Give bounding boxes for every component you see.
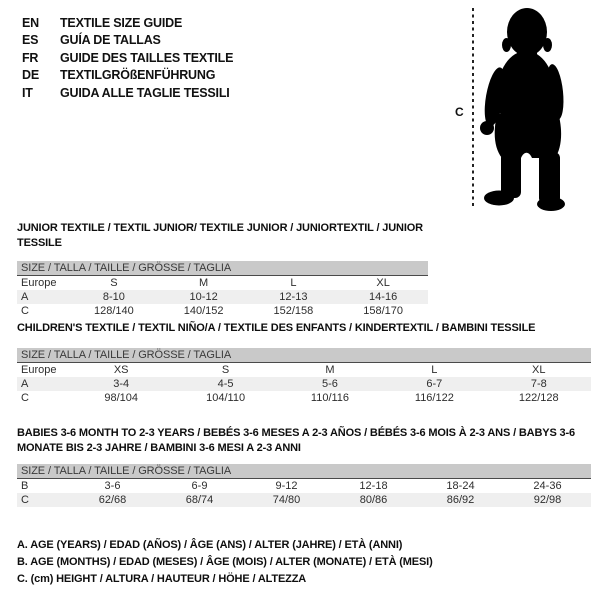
lang-line-es	[22, 32, 233, 49]
cell: L	[290, 277, 297, 289]
babies-textile-section	[17, 426, 591, 507]
cell: 116/122	[414, 392, 454, 404]
cell: 5-6	[322, 378, 338, 390]
language-header	[22, 15, 233, 102]
cell: 24-36	[533, 480, 562, 492]
table-row	[17, 391, 591, 405]
cell: 98/104	[104, 392, 139, 404]
cell: 12-13	[279, 291, 308, 303]
cell: 3-4	[113, 378, 130, 390]
cell: S	[110, 277, 118, 289]
cell: XS	[113, 364, 129, 376]
table-row	[17, 304, 428, 318]
cell: 68/74	[185, 494, 214, 506]
cell: 8-10	[102, 291, 125, 303]
height-label: C	[455, 105, 464, 119]
cell: 110/116	[310, 392, 350, 404]
babies-table-title: BABIES 3-6 MONTH TO 2-3 YEARS / BEBÉS 3-6 MESES A 2-3 AÑOS / BÉBÉS 3-6 MOIS À 2-3 ANS / BABYS 3-6 MONATE BIS 2-3 JAHRE / BAMBINI 3-6 MESI A 2-3 ANNI	[17, 427, 575, 454]
table-row	[17, 363, 591, 378]
cell: 4-5	[217, 378, 234, 390]
cell: 9-12	[275, 480, 298, 492]
cell: 6-9	[191, 480, 208, 492]
childrens-table-title: CHILDREN'S TEXTILE / TEXTIL NIÑO/A / TEXTILE DES ENFANTS / KINDERTEXTIL / BAMBINI TESSILE	[17, 322, 536, 334]
table-row	[17, 290, 428, 304]
cell: 18-24	[446, 480, 475, 492]
lang-text: GUÍA DE TALLAS	[60, 33, 161, 48]
cell: S	[221, 364, 230, 376]
cell: 12-18	[359, 480, 388, 492]
junior-size-table	[17, 261, 428, 318]
junior-table-title: JUNIOR TEXTILE / TEXTIL JUNIOR/ TEXTILE JUNIOR / JUNIORTEXTIL / JUNIOR TESSILE	[17, 222, 423, 249]
cell: 140/152	[183, 305, 224, 317]
row-label: Europe	[21, 364, 57, 376]
lang-line-en	[22, 15, 233, 32]
lang-line-it	[22, 85, 233, 102]
lang-text: GUIDA ALLE TAGLIE TESSILI	[60, 85, 230, 100]
cell: 86/92	[446, 494, 475, 506]
lang-text: TEXTILE SIZE GUIDE	[60, 16, 183, 30]
lang-code: IT	[22, 85, 33, 100]
cell: XL	[376, 277, 390, 289]
row-label: C	[21, 305, 29, 317]
table-row	[17, 479, 591, 494]
cell: 152/158	[273, 305, 314, 317]
lang-text: GUIDE DES TAILLES TEXTILE	[60, 50, 234, 65]
cell: 158/170	[363, 305, 403, 317]
footnotes	[17, 537, 433, 589]
cell: XL	[532, 364, 546, 376]
cell: 80/86	[359, 494, 388, 506]
row-label: A	[21, 291, 29, 303]
cell: L	[431, 364, 438, 376]
lang-code: FR	[22, 50, 39, 65]
cell: 10-12	[189, 291, 218, 303]
table-row	[17, 493, 591, 507]
row-label: A	[21, 378, 29, 390]
table-row	[17, 377, 591, 391]
babies-size-table	[17, 464, 591, 507]
size-header-bar: SIZE / TALLA / TAILLE / GRÖSSE / TAGLIA	[17, 261, 428, 276]
baby-silhouette-icon	[470, 2, 575, 214]
table-row	[17, 276, 428, 291]
footnote-a: A. AGE (YEARS) / EDAD (AÑOS) / ÂGE (ANS) / ALTER (JAHRE) / ETÀ (ANNI)	[17, 539, 403, 551]
cell: 14-16	[369, 291, 398, 303]
size-header-bar: SIZE / TALLA / TAILLE / GRÖSSE / TAGLIA	[17, 464, 591, 479]
cell: 104/110	[206, 392, 246, 404]
row-label: Europe	[21, 277, 57, 289]
cell: 62/68	[98, 494, 127, 506]
junior-textile-section	[17, 221, 428, 318]
lang-line-fr	[22, 50, 233, 67]
lang-line-de	[22, 67, 233, 84]
cell: 74/80	[272, 494, 301, 506]
cell: M	[199, 277, 209, 289]
footnote-c: C. (cm) HEIGHT / ALTURA / HAUTEUR / HÖHE / ALTEZZA	[17, 573, 307, 586]
lang-code: ES	[22, 33, 39, 48]
lang-text: TEXTILGRÖßENFÜHRUNG	[60, 68, 216, 83]
row-label: B	[21, 480, 29, 492]
cell: 128/140	[93, 305, 134, 317]
cell: M	[325, 364, 335, 376]
row-label: C	[21, 494, 29, 506]
childrens-textile-section	[17, 321, 591, 405]
cell: 122/128	[518, 392, 559, 404]
lang-code: DE	[22, 68, 39, 83]
cell: 3-6	[104, 480, 121, 492]
lang-code: EN	[22, 16, 39, 30]
footnote-b: B. AGE (MONTHS) / EDAD (MESES) / ÂGE (MOIS) / ALTER (MONATE) / ETÀ (MESI)	[17, 556, 433, 569]
size-header-bar: SIZE / TALLA / TAILLE / GRÖSSE / TAGLIA	[17, 348, 591, 363]
childrens-size-table	[17, 348, 591, 405]
cell: 6-7	[426, 378, 443, 390]
cell: 92/98	[533, 494, 562, 506]
row-label: C	[21, 392, 29, 404]
cell: 7-8	[530, 378, 547, 390]
